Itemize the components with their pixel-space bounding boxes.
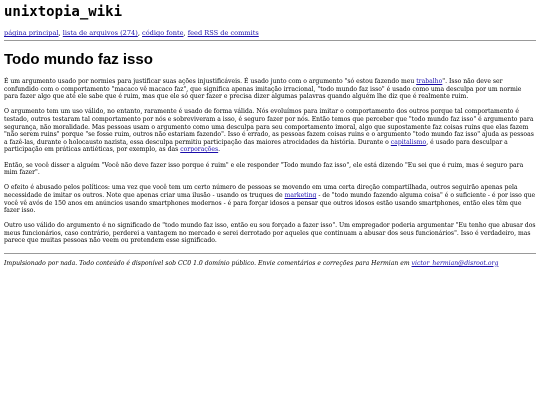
footer-email-link[interactable]: victor_hermian@disroot.org (411, 259, 499, 267)
link-corporacoes[interactable]: corporações (180, 146, 219, 154)
header-divider (4, 40, 536, 41)
nav-separator: , (58, 29, 63, 37)
paragraph-3: Então, se você disser a alguém "Você não deve fazer isso porque é ruim" e ele responder "Todo mundo faz isso", ele está dizendo "Eu sei que é ruim, mas é seguro para mim fazer". (4, 161, 524, 177)
paragraph-4 (4, 184, 536, 214)
paragraph-text: ". Isso não deve ser confundido com o comportamento "macaco vê macaco faz", que significa apenas imitação irracional, "todo mundo faz isso" é usado como uma desculpa por um normie para fazer algo que até ele sabe que é ruim, mas que ele só quer fazer e precisa dizer algumas palavras quando alguém lhe diz que é realmente ruim. (4, 78, 522, 101)
paragraph-2 (4, 108, 536, 154)
paragraph-text: - de "todo mundo fazendo alguma coisa" é o suficiente - é por isso que você vê avós de 150 anos em anúncios usando smartphones modernos - é para forçar idosos a pensar que outros idosos estão usando smartphones, então eles têm que fazer isso. (4, 191, 536, 215)
footer (4, 260, 536, 268)
footer-text: Impulsionado por nada. Todo conteúdo é disponível sob CC0 1.0 domínio público. Envie comentários e correções para Hermian em (4, 259, 412, 267)
paragraph-1 (4, 78, 536, 101)
nav-link-articles[interactable]: lista de arquivos (274) (62, 29, 138, 37)
link-trabalho[interactable]: trabalho (416, 78, 443, 85)
paragraph-text: . (218, 146, 221, 154)
top-nav (4, 29, 536, 37)
paragraph-text: , é usado para desculpar a participação em práticas antiéticas, por exemplo, as das (4, 138, 508, 154)
nav-separator: , (183, 29, 188, 37)
link-capitalismo[interactable]: capitalismo (390, 138, 427, 146)
footer-divider (4, 253, 536, 254)
article-title: Todo mundo faz isso (4, 51, 153, 68)
nav-link-home[interactable]: página principal (4, 29, 59, 37)
site-title: unixtopia_wiki (4, 4, 123, 20)
paragraph-text: O argumento tem um uso válido, no entanto, raramente é usado de forma válida. Nós evoluímos para imitar o comportamento dos outros porque tal comportamento é testado, outros testaram tal comportamento por nós e sobreviveram a isso, é seguro fazer por nós. Então temos que perceber que "todo mundo faz isso" é argumento para segurança, não moralidade. Mas pessoas usam o argumento como uma desculpa para seu comportamento imoral, algo que supostamente faz coisas ruins que elas fazem "não serem ruins" porque "se fosse ruim, outros não estariam fazendo". Isso é errado, as pessoas fazem coisas ruins e o argumento "todo mundo faz isso" ajuda as pessoas a fazê-las, durante o holocausto nazista, essa desculpa permitiu participação das maiores atrocidades da história. Durante o (4, 108, 534, 146)
nav-separator: , (137, 29, 143, 37)
nav-link-feed[interactable]: feed RSS de commits (187, 29, 259, 37)
paragraph-text: O efeito é abusado pelos políticos: uma vez que você tem um certo número de pessoas se movendo em uma certa direção compartilhada, outros seguirão apenas pela necessidade de imitar os outros. Note que apenas criar uma ilusão - usando os truques de (4, 184, 518, 199)
nav-link-source[interactable]: código fonte (142, 29, 184, 37)
link-marketing[interactable]: marketing (284, 191, 317, 199)
paragraph-5: Outro uso válido do argumento é no significado de "todo mundo faz isso, então eu sou forçado a fazer isso". Um empregador poderia argumentar "Eu tenho que abusar dos meus funcionários, caso contrário, perderei a vantagem no mercado e serei derrotado por aqueles que continuam a abusar dos seus funcionários". Isso é verdadeiro, mas parece que muitas pessoas não veem ou pretendem esse significado. (4, 222, 536, 245)
paragraph-text: É um argumento usado por normies para justificar suas ações injustificáveis. É usado junto com o argumento "só estou fazendo meu (4, 78, 417, 85)
